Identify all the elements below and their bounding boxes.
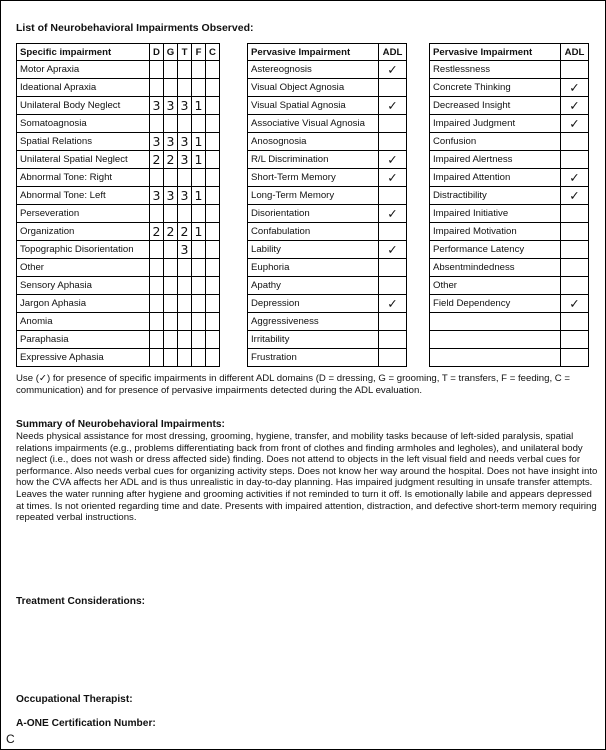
rating-cell-transfers [178, 259, 192, 277]
impairment-label: Concrete Thinking [430, 79, 561, 97]
rating-cell-communication [206, 61, 220, 79]
rating-cell-dressing: 3 [150, 97, 164, 115]
impairment-label: Abnormal Tone: Left [17, 187, 150, 205]
rating-cell-feeding [192, 349, 206, 367]
table-row [17, 61, 220, 79]
rating-cell-grooming [164, 295, 178, 313]
impairment-label: Long-Term Memory [248, 187, 379, 205]
table-header-row [430, 44, 589, 61]
adl-check-cell [379, 259, 407, 277]
adl-check-cell [379, 313, 407, 331]
impairment-label: Impaired Alertness [430, 151, 561, 169]
table-row [430, 169, 589, 187]
rating-cell-communication [206, 349, 220, 367]
impairment-label: Impaired Motivation [430, 223, 561, 241]
rating-cell-dressing: 2 [150, 151, 164, 169]
impairment-label: Impaired Initiative [430, 205, 561, 223]
rating-cell-grooming: 3 [164, 187, 178, 205]
table-row [17, 313, 220, 331]
impairment-label: Apathy [248, 277, 379, 295]
adl-check-cell: ✓ [379, 205, 407, 223]
column-header: Specific impairment [17, 44, 150, 61]
column-header: ADL [379, 44, 407, 61]
rating-cell-feeding [192, 169, 206, 187]
legend-text: ) for presence of specific impairments in different ADL domains (D = dressing, G = grooming, T = transfers, F = feeding, C = communication) and for presence of pervasive impairments detected during the ADL evaluation. [16, 373, 570, 396]
table-row [17, 79, 220, 97]
rating-cell-grooming [164, 61, 178, 79]
impairment-label: Lability [248, 241, 379, 259]
rating-cell-transfers: 3 [178, 187, 192, 205]
impairment-label: R/L Discrimination [248, 151, 379, 169]
rating-cell-communication [206, 223, 220, 241]
table-row [430, 115, 589, 133]
impairment-label: Unilateral Body Neglect [17, 97, 150, 115]
adl-check-cell [561, 277, 589, 295]
certification-number-label: A-ONE Certification Number: [16, 718, 156, 729]
table-row [248, 331, 407, 349]
impairment-label: Unilateral Spatial Neglect [17, 151, 150, 169]
table-row [430, 349, 589, 367]
rating-cell-dressing [150, 349, 164, 367]
figure-label: C [6, 732, 15, 746]
rating-cell-communication [206, 277, 220, 295]
impairment-label: Short-Term Memory [248, 169, 379, 187]
rating-cell-transfers: 3 [178, 97, 192, 115]
rating-cell-grooming [164, 169, 178, 187]
impairment-label: Astereognosis [248, 61, 379, 79]
table-row [248, 133, 407, 151]
rating-cell-grooming [164, 241, 178, 259]
impairment-label [430, 313, 561, 331]
pervasive-impairment-table-1 [247, 43, 407, 367]
impairment-label: Confabulation [248, 223, 379, 241]
adl-check-cell: ✓ [561, 97, 589, 115]
table-row [17, 97, 220, 115]
table-row [17, 259, 220, 277]
rating-cell-transfers [178, 61, 192, 79]
rating-cell-feeding [192, 61, 206, 79]
rating-cell-feeding: 1 [192, 133, 206, 151]
table-row [248, 349, 407, 367]
rating-cell-communication [206, 295, 220, 313]
table-row [248, 115, 407, 133]
impairment-label: Topographic Disorientation [17, 241, 150, 259]
impairment-label: Irritability [248, 331, 379, 349]
impairment-label: Anosognosia [248, 133, 379, 151]
impairment-label [430, 331, 561, 349]
table-row [430, 187, 589, 205]
impairment-label: Organization [17, 223, 150, 241]
adl-check-cell [561, 205, 589, 223]
rating-cell-grooming [164, 259, 178, 277]
table-row [248, 277, 407, 295]
rating-cell-transfers [178, 295, 192, 313]
adl-check-cell: ✓ [561, 169, 589, 187]
table-row [248, 259, 407, 277]
adl-check-cell [561, 61, 589, 79]
table-row [248, 61, 407, 79]
adl-check-cell [379, 133, 407, 151]
rating-cell-feeding [192, 79, 206, 97]
rating-cell-communication [206, 313, 220, 331]
table-row [17, 331, 220, 349]
adl-check-cell: ✓ [561, 295, 589, 313]
rating-cell-transfers [178, 115, 192, 133]
legend-note [16, 373, 596, 396]
adl-check-cell [379, 277, 407, 295]
table-row [248, 295, 407, 313]
impairment-label: Depression [248, 295, 379, 313]
table-row [17, 151, 220, 169]
rating-cell-feeding [192, 259, 206, 277]
rating-cell-dressing [150, 115, 164, 133]
adl-check-cell [561, 259, 589, 277]
table-row [248, 223, 407, 241]
adl-check-cell: ✓ [561, 115, 589, 133]
impairment-label: Disorientation [248, 205, 379, 223]
rating-cell-feeding [192, 205, 206, 223]
rating-cell-feeding [192, 277, 206, 295]
table-row [248, 187, 407, 205]
table-row [430, 79, 589, 97]
impairment-label: Anomia [17, 313, 150, 331]
impairment-label: Perseveration [17, 205, 150, 223]
column-header: Pervasive Impairment [430, 44, 561, 61]
impairment-label: Decreased Insight [430, 97, 561, 115]
rating-cell-transfers [178, 205, 192, 223]
adl-check-cell [379, 187, 407, 205]
rating-cell-transfers [178, 169, 192, 187]
rating-cell-grooming: 2 [164, 151, 178, 169]
table-row [17, 133, 220, 151]
adl-check-cell [561, 313, 589, 331]
impairment-label: Confusion [430, 133, 561, 151]
impairment-label: Paraphasia [17, 331, 150, 349]
adl-check-cell [379, 115, 407, 133]
table-row [430, 331, 589, 349]
rating-cell-feeding: 1 [192, 151, 206, 169]
rating-cell-communication [206, 151, 220, 169]
table-row [17, 241, 220, 259]
table-row [430, 241, 589, 259]
rating-cell-communication [206, 169, 220, 187]
rating-cell-communication [206, 79, 220, 97]
occupational-therapist-label: Occupational Therapist: [16, 694, 133, 705]
table-row [248, 97, 407, 115]
adl-check-cell [561, 331, 589, 349]
rating-cell-communication [206, 331, 220, 349]
adl-check-cell [561, 223, 589, 241]
rating-cell-feeding [192, 241, 206, 259]
table-row [430, 277, 589, 295]
column-header: ADL [561, 44, 589, 61]
impairment-label: Distractibility [430, 187, 561, 205]
table-row [430, 205, 589, 223]
adl-check-cell: ✓ [379, 151, 407, 169]
rating-cell-transfers [178, 331, 192, 349]
table-row [17, 277, 220, 295]
adl-check-cell: ✓ [561, 187, 589, 205]
adl-check-cell: ✓ [379, 241, 407, 259]
rating-cell-dressing [150, 295, 164, 313]
rating-cell-transfers [178, 277, 192, 295]
table-row [430, 97, 589, 115]
column-header: T [178, 44, 192, 61]
rating-cell-communication [206, 187, 220, 205]
rating-cell-grooming [164, 277, 178, 295]
table-row [430, 151, 589, 169]
form-title: List of Neurobehavioral Impairments Observed: [16, 22, 254, 34]
rating-cell-feeding [192, 295, 206, 313]
impairment-label: Somatoagnosia [17, 115, 150, 133]
summary-heading: Summary of Neurobehavioral Impairments: [16, 419, 225, 430]
impairment-label: Frustration [248, 349, 379, 367]
adl-check-cell: ✓ [379, 295, 407, 313]
impairment-label: Visual Spatial Agnosia [248, 97, 379, 115]
rating-cell-transfers [178, 349, 192, 367]
summary-text: Needs physical assistance for most dressing, grooming, hygiene, transfer, and mobility tasks because of left-sided paralysis, spatial relations impairments (e.g., problems differentiating back from front of clothes and finding armholes and legholes), and unilateral body neglect (i.e., does not wash or dress affected side) finding. Does not attend to objects in the left visual field and needs verbal cues for performance. Also needs verbal cues for organizing activity steps. Does not know her way around the hospital. Does not have insight into how the CVA affects her ADL and is thus unrealistic in day-to-day planning. Has impaired judgment resulting in unsafe transfer attempts. Leaves the water running after hygiene and grooming activities if not reminded to turn it off. Is emotionally labile and appears depressed at times. Is not oriented regarding time and date. Presents with impaired attention, distraction, and defective short-term memory requiring repeated verbal instructions. [16, 431, 598, 524]
rating-cell-transfers: 2 [178, 223, 192, 241]
adl-check-cell [561, 151, 589, 169]
specific-impairment-table [16, 43, 220, 367]
table-row [17, 187, 220, 205]
rating-cell-feeding: 1 [192, 97, 206, 115]
rating-cell-grooming [164, 115, 178, 133]
rating-cell-communication [206, 133, 220, 151]
adl-check-cell [379, 79, 407, 97]
table-row [248, 205, 407, 223]
adl-check-cell [561, 241, 589, 259]
table-row [17, 349, 220, 367]
rating-cell-communication [206, 259, 220, 277]
rating-cell-dressing [150, 331, 164, 349]
rating-cell-dressing [150, 259, 164, 277]
table-row [430, 133, 589, 151]
rating-cell-dressing [150, 313, 164, 331]
column-header: F [192, 44, 206, 61]
check-mark-icon: ✓ [38, 373, 47, 384]
table-row [248, 313, 407, 331]
treatment-considerations-label: Treatment Considerations: [16, 596, 146, 607]
rating-cell-feeding [192, 313, 206, 331]
table-row [430, 259, 589, 277]
impairment-label: Other [17, 259, 150, 277]
impairment-label: Other [430, 277, 561, 295]
table-row [17, 223, 220, 241]
rating-cell-dressing: 2 [150, 223, 164, 241]
rating-cell-communication [206, 205, 220, 223]
rating-cell-dressing [150, 205, 164, 223]
table-row [17, 295, 220, 313]
column-header: G [164, 44, 178, 61]
adl-check-cell [561, 349, 589, 367]
rating-cell-grooming: 3 [164, 97, 178, 115]
impairment-label [430, 349, 561, 367]
rating-cell-grooming: 2 [164, 223, 178, 241]
table-row [248, 241, 407, 259]
table-row [17, 115, 220, 133]
rating-cell-communication [206, 97, 220, 115]
rating-cell-dressing: 3 [150, 187, 164, 205]
impairment-label: Aggressiveness [248, 313, 379, 331]
rating-cell-dressing: 3 [150, 133, 164, 151]
rating-cell-transfers [178, 313, 192, 331]
table-row [430, 61, 589, 79]
adl-check-cell: ✓ [379, 169, 407, 187]
rating-cell-grooming [164, 349, 178, 367]
rating-cell-dressing [150, 79, 164, 97]
rating-cell-feeding: 1 [192, 223, 206, 241]
rating-cell-feeding [192, 115, 206, 133]
impairment-label: Impaired Judgment [430, 115, 561, 133]
legend-text: Use ( [16, 373, 39, 384]
impairment-label: Visual Object Agnosia [248, 79, 379, 97]
rating-cell-transfers: 3 [178, 241, 192, 259]
rating-cell-dressing [150, 241, 164, 259]
table-row [430, 223, 589, 241]
rating-cell-dressing [150, 169, 164, 187]
table-header-row [17, 44, 220, 61]
rating-cell-grooming [164, 205, 178, 223]
table-header-row [248, 44, 407, 61]
rating-cell-grooming [164, 313, 178, 331]
impairment-label: Abnormal Tone: Right [17, 169, 150, 187]
column-header: C [206, 44, 220, 61]
rating-cell-grooming [164, 79, 178, 97]
table-row [248, 151, 407, 169]
impairment-label: Ideational Apraxia [17, 79, 150, 97]
table-row [430, 313, 589, 331]
impairment-label: Expressive Aphasia [17, 349, 150, 367]
column-header: Pervasive Impairment [248, 44, 379, 61]
table-row [248, 79, 407, 97]
rating-cell-grooming: 3 [164, 133, 178, 151]
impairment-label: Sensory Aphasia [17, 277, 150, 295]
impairment-label: Performance Latency [430, 241, 561, 259]
impairment-label: Euphoria [248, 259, 379, 277]
adl-check-cell [379, 223, 407, 241]
column-header: D [150, 44, 164, 61]
impairment-label: Impaired Attention [430, 169, 561, 187]
impairment-label: Motor Apraxia [17, 61, 150, 79]
rating-cell-communication [206, 241, 220, 259]
impairment-label: Spatial Relations [17, 133, 150, 151]
rating-cell-dressing [150, 61, 164, 79]
rating-cell-transfers [178, 79, 192, 97]
rating-cell-feeding [192, 331, 206, 349]
impairment-label: Field Dependency [430, 295, 561, 313]
rating-cell-transfers: 3 [178, 151, 192, 169]
adl-check-cell: ✓ [379, 97, 407, 115]
impairment-label: Absentmindedness [430, 259, 561, 277]
rating-cell-communication [206, 115, 220, 133]
adl-check-cell [379, 349, 407, 367]
table-row [17, 205, 220, 223]
rating-cell-grooming [164, 331, 178, 349]
rating-cell-transfers: 3 [178, 133, 192, 151]
impairment-label: Associative Visual Agnosia [248, 115, 379, 133]
adl-check-cell: ✓ [379, 61, 407, 79]
adl-check-cell: ✓ [561, 79, 589, 97]
table-row [248, 169, 407, 187]
impairment-label: Restlessness [430, 61, 561, 79]
table-row [17, 169, 220, 187]
rating-cell-dressing [150, 277, 164, 295]
adl-check-cell [379, 331, 407, 349]
impairment-label: Jargon Aphasia [17, 295, 150, 313]
table-row [430, 295, 589, 313]
rating-cell-feeding: 1 [192, 187, 206, 205]
adl-check-cell [561, 133, 589, 151]
pervasive-impairment-table-2 [429, 43, 589, 367]
